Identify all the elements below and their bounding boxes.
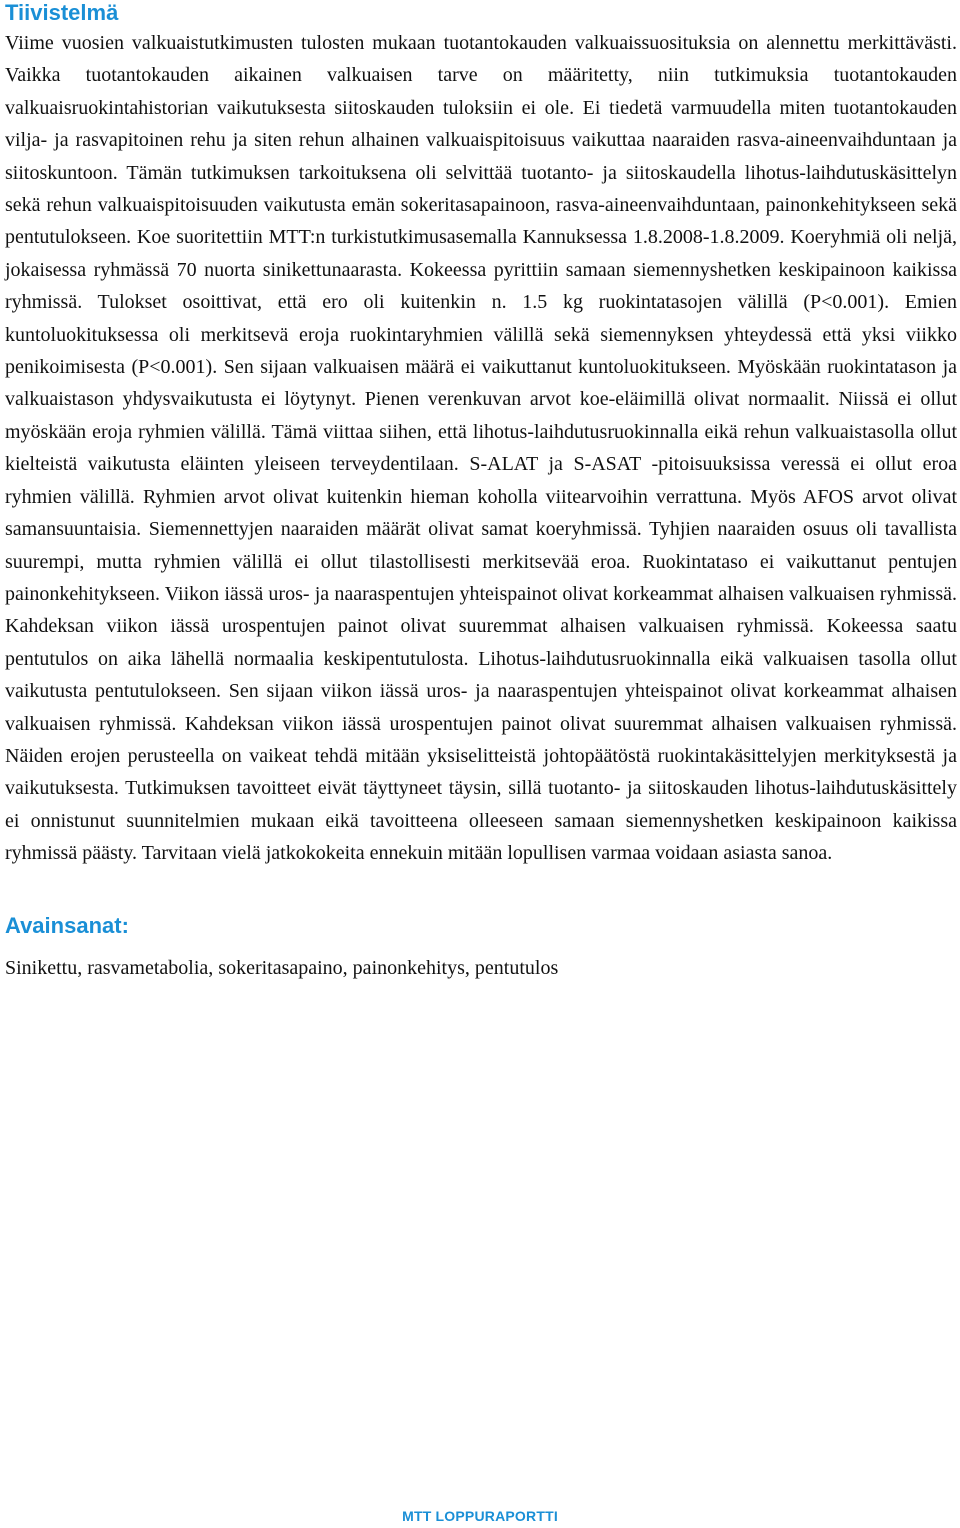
abstract-body: Viime vuosien valkuaistutkimusten tulosten mukaan tuotantokauden valkuaissuosituksia on alennettu merkittävästi. Vaikka tuotantokauden aikainen valkuaisen tarve on määritetty, niin tutkimuksia tuotantokauden valkuaisruokintahistorian vaikutuksesta siitoskauden tuloksiin ei ole. Ei tiedetä varmuudella miten tuotantokauden vilja- ja rasvapitoinen rehu ja siten rehun alhainen valkuaispitoisuus vaikuttaa naaraiden rasva-aineenvaihduntaan ja siitoskuntoon. Tämän tutkimuksen tarkoituksena oli selvittää tuotanto- ja siitoskaudella lihotus-laihdutuskäsittelyn sekä rehun valkuaispitoisuuden vaikutusta emän sokeritasapainoon, rasva-aineenvaihduntaan, painonkehitykseen sekä pentutulokseen. Koe suoritettiin MTT:n turkistutkimusasemalla Kannuksessa 1.8.2008-1.8.2009. Koeryhmiä oli neljä, jokaisessa ryhmässä 70 nuorta sinikettunaarasta. Kokeessa pyrittiin samaan siemennyshetken keskipainoon kaikissa ryhmissä. Tulokset osoittivat, että ero oli kuitenkin n. 1.5 kg ruokintatasojen välillä (P<0.001). Emien kuntoluokituksessa oli merkitsevä eroja ruokintaryhmien välillä sekä siemennyksen yhteydessä että yksi viikko penikoimisesta (P<0.001). Sen sijaan valkuaisen määrä ei vaikuttanut kuntoluokitukseen. Myöskään ruokintatason ja valkuaistason yhdysvaikutusta ei löytynyt. Pienen verenkuvan arvot koe-eläimillä olivat normaalit. Niissä ei ollut myöskään eroja ryhmien välillä. Tämä viittaa siihen, että lihotus-laihdutusruokinnalla eikä rehun valkuaistasolla ollut kielteistä vaikutusta eläinten yleiseen terveydentilaan. S-ALAT ja S-ASAT -pitoisuuksissa veressä ei ollut eroa ryhmien välillä. Ryhmien arvot olivat kuitenkin hieman koholla viitearvoihin verrattuna. Myös AFOS arvot olivat samansuuntaisia. Siemennettyjen naaraiden määrät olivat samat koeryhmissä. Tyhjien naaraiden osuus oli tavallista suurempi, mutta ryhmien välillä ei ollut tilastollisesti merkitsevää eroa. Ruokintataso ei vaikuttanut pentujen painonkehitykseen. Viikon iässä uros- ja naaraspentujen yhteispainot olivat korkeammat alhaisen valkuaisen ryhmissä. Kahdeksan viikon iässä urospentujen painot olivat suuremmat alhaisen valkuaisen ryhmissä. Kokeessa saatu pentutulos on aika lähellä normaalia keskipentutulosta. Lihotus-laihdutusruokinnalla eikä valkuaisen tasolla ollut vaikutusta pentutulokseen. Sen sijaan viikon iässä uros- ja naaraspentujen yhteispainot olivat korkeammat alhaisen valkuaisen ryhmissä. Kahdeksan viikon iässä urospentujen painot olivat suuremmat alhaisen valkuaisen ryhmissä. Näiden erojen perusteella on vaikeat tehdä mitään yksiselitteistä johtopäätöstä ruokintakäsittelyjen merkityksestä ja vaikutuksesta. Tutkimuksen tavoitteet eivät täyttyneet täysin, sillä tuotanto- ja siitoskauden lihotus-laihdutuskäsittely ei onnistunut suunnitelmien mukaan eikä tavoitteena olleeseen samaan siemennyshetken keskipainoon kaikissa ryhmissä päästy. Tarvitaan vielä jatkokokeita ennekuin mitään lopullisen varmaa voidaan asiasta sanoa. (5, 32, 957, 865)
keywords-heading: Avainsanat: (5, 912, 129, 938)
report-footer: MTT LOPPURAPORTTI (402, 1508, 558, 1524)
abstract-heading: Tiivistelmä (5, 0, 119, 25)
keywords-list: Sinikettu, rasvametabolia, sokeritasapaino, painonkehitys, pentutulos (5, 956, 559, 979)
document-page (5, 0, 957, 984)
